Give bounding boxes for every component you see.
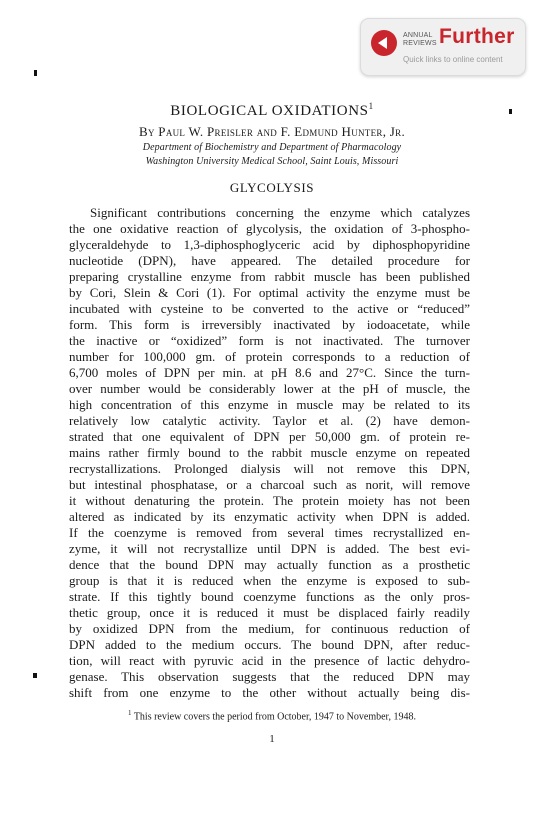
further-label: Further bbox=[439, 25, 515, 48]
further-online-content-badge[interactable] bbox=[360, 18, 526, 76]
body-line: strate. If this tightly bound coenzyme functions as the only pros- bbox=[69, 589, 470, 604]
body-line: DPN added to the medium occurs. The bound DPN, after reduc- bbox=[69, 637, 470, 652]
body-line: group is that it is reduced when the enzyme is exposed to sub- bbox=[69, 573, 470, 588]
body-line: Significant contributions concerning the enzyme which catalyzes bbox=[90, 205, 470, 220]
body-line: zyme, it will not recrystallize until DPN is added. The best evi- bbox=[69, 541, 470, 556]
body-line: over number would be considerably lower at the pH of muscle, the bbox=[69, 381, 470, 396]
body-line: preparing crystalline enzyme from rabbit muscle has been published bbox=[69, 269, 470, 284]
article-authors: By Paul W. Preisler and F. Edmund Hunter, Jr. bbox=[138, 124, 406, 139]
author-affiliation-departments: Department of Biochemistry and Department of Pharmacology bbox=[142, 142, 402, 153]
publisher-name bbox=[403, 32, 437, 48]
body-line: dence that the bound DPN may actually function as a prosthetic bbox=[69, 557, 470, 572]
body-line: altered as indicated by its enzymatic activity when DPN is added. bbox=[69, 509, 470, 524]
body-line: the inactive or “oxidized” form is not inactivated. The turnover bbox=[69, 333, 470, 348]
body-line: glyceraldehyde to 1,3-diphosphoglyceric acid by diphosphopyridine bbox=[69, 237, 470, 252]
body-line: relatively low catalytic activity. Taylor et al. (2) have demon- bbox=[69, 413, 470, 428]
further-sublabel: Quick links to online content bbox=[403, 55, 503, 64]
body-line: incubated with cysteine to be converted to the active or “reduced” bbox=[69, 301, 470, 316]
body-line: shift from one enzyme to the other without actually being dis- bbox=[69, 685, 470, 700]
body-line: number for 100,000 gm. of protein corresponds to a reduction of bbox=[69, 349, 470, 364]
footnote-marker: 1 bbox=[127, 709, 132, 717]
body-line: thetic group, once it is reduced it must be displaced fairly readily bbox=[69, 605, 470, 620]
body-line: the one oxidative reaction of glycolysis, the oxidation of 3-phospho- bbox=[69, 221, 470, 236]
body-line: by Cori, Slein & Cori (1). For optimal activity the enzyme must be bbox=[69, 285, 470, 300]
footnote bbox=[0, 709, 544, 722]
body-line: high concentration of this enzyme in muscle may be related to its bbox=[69, 397, 470, 412]
scan-speck bbox=[33, 673, 37, 678]
page-number: 1 bbox=[269, 733, 275, 745]
publisher-name-line-2: REVIEWS bbox=[403, 40, 437, 47]
body-line: but intestinal phosphatase, or a charcoal such as norit, will remove bbox=[69, 477, 470, 492]
publisher-name-line-1: ANNUAL bbox=[403, 32, 433, 39]
body-line: recrystallizations. Prolonged dialysis will not remove this DPN, bbox=[69, 461, 470, 476]
footnote-text: This review covers the period from October, 1947 to November, 1948. bbox=[133, 711, 416, 723]
body-line: form. This form is irreversibly inactivated by iodoacetate, while bbox=[69, 317, 470, 332]
body-line: it without denaturing the protein. The protein moiety has not been bbox=[69, 493, 470, 508]
body-line: tion, will react with pyruvic acid in the presence of lactic dehydro- bbox=[69, 653, 470, 668]
article-title: BIOLOGICAL OXIDATIONS$^1$ bbox=[170, 101, 374, 119]
body-line: nucleotide (DPN), have appeared. The detailed procedure for bbox=[69, 253, 470, 268]
section-heading: GLYCOLYSIS bbox=[229, 180, 315, 195]
annual-reviews-logo-icon bbox=[371, 30, 397, 56]
title-footnote-marker: 1 bbox=[368, 101, 374, 111]
body-line: mains rather firmly bound to the rabbit muscle enzyme on repeated bbox=[69, 445, 470, 460]
body-line: If the coenzyme is removed from several times recrystallized en- bbox=[69, 525, 470, 540]
body-line: 6,700 moles of DPN per min. at pH 8.6 and 27°C. Since the turn- bbox=[69, 365, 470, 380]
body-line: by oxidized DPN from the medium, for continuous reduction of bbox=[69, 621, 470, 636]
scan-speck bbox=[34, 70, 37, 76]
body-line: strated that one equivalent of DPN per 50,000 gm. of protein re- bbox=[69, 429, 470, 444]
author-affiliation-institution: Washington University Medical School, Saint Louis, Missouri bbox=[145, 156, 399, 167]
body-line: genase. This observation suggests that the reduced DPN may bbox=[69, 669, 470, 684]
